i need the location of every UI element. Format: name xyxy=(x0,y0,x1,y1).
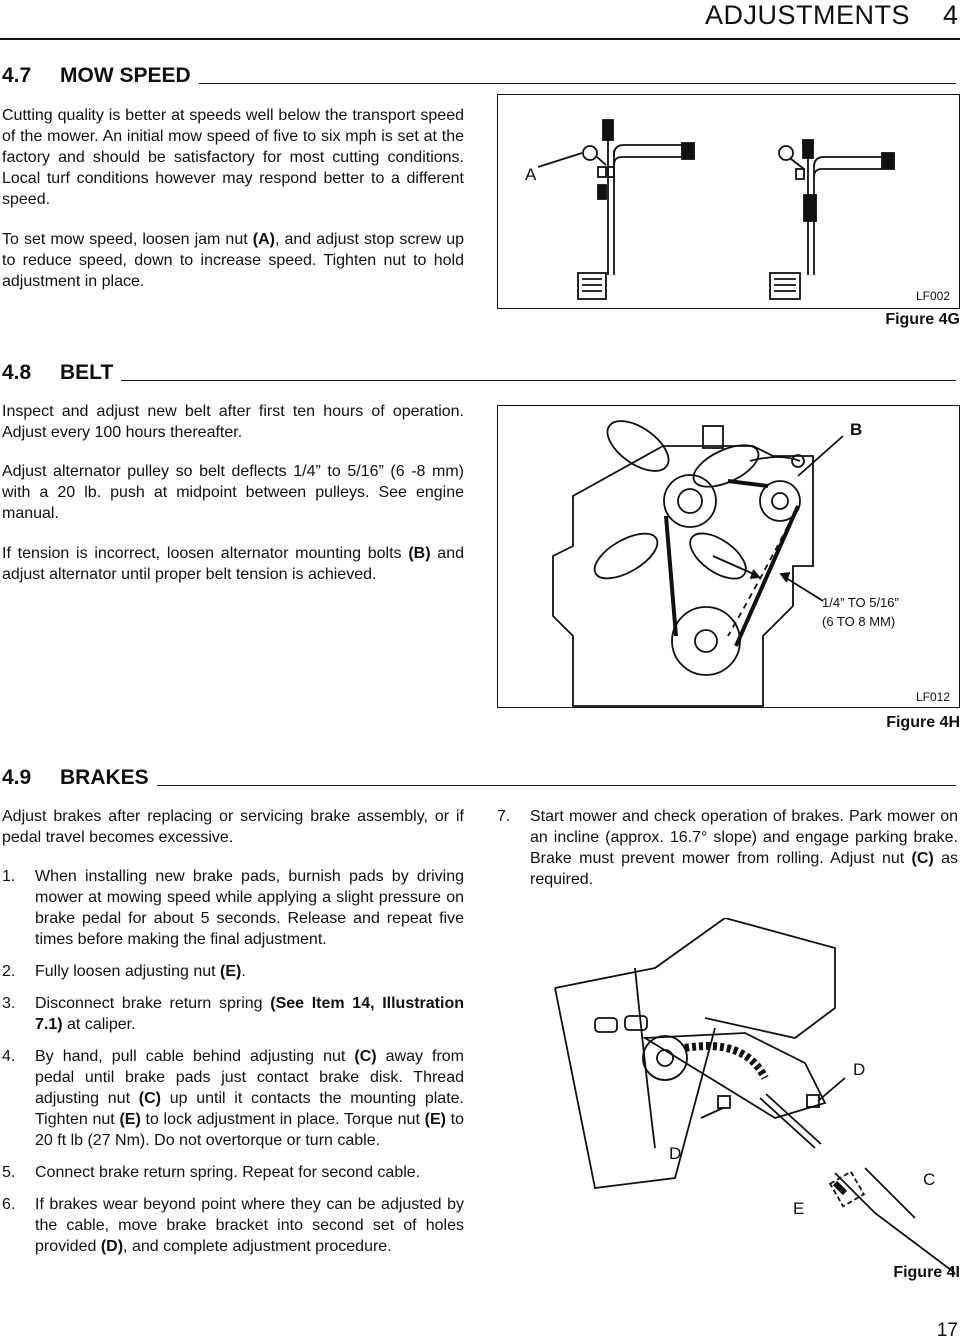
brake-step xyxy=(2,1046,464,1151)
section-heading-mow-speed xyxy=(2,64,956,88)
section-rule xyxy=(199,83,956,84)
section-heading-belt xyxy=(2,361,956,385)
text-run-bold: (E) xyxy=(220,963,242,980)
figure-4h-frame xyxy=(497,405,960,708)
text-run: up until it contacts the mounting plate. Tighten nut xyxy=(35,1090,464,1128)
brake-step xyxy=(2,961,464,982)
step-number: 6. xyxy=(2,1196,16,1213)
deflection-inches: 1/4” TO 5/16” xyxy=(822,595,899,610)
deflection-mm: (6 TO 8 MM) xyxy=(822,614,896,629)
label-a: A xyxy=(525,165,537,184)
header-chapter-number: 4 xyxy=(942,0,958,30)
pedal-diagram xyxy=(498,95,959,308)
text-run: To set mow speed, loosen jam nut xyxy=(2,231,253,248)
brake-step xyxy=(2,866,464,950)
label-d-lower: D xyxy=(669,1144,682,1163)
section-number: 4.8 xyxy=(2,361,32,384)
text-run-bold: (C) xyxy=(354,1048,377,1065)
step-number: 7. xyxy=(497,808,511,825)
text-run: at caliper. xyxy=(62,1016,136,1033)
text-run: When installing new brake pads, burnish pads by driving mower at mowing speed while applying a slight pressure on brake pedal for about 5 seconds. Release and repeat five times before making the final adjustment. xyxy=(35,868,464,948)
text-run-bold: (E) xyxy=(424,1111,446,1128)
text-run: , and complete adjustment procedure. xyxy=(123,1238,392,1255)
belt-paragraph-2: Adjust alternator pulley so belt deflects 1/4” to 5/16” (6 -8 mm) with a 20 lb. push at midpoint between pulleys. See engine manual. xyxy=(2,463,464,522)
text-run: Start mower and check operation of brakes. Park mower on an incline (approx. 16.7° slope) and engage parking brake. Brake must prevent mower from rolling. Adjust nut xyxy=(530,808,958,867)
section-title: MOW SPEED xyxy=(60,64,191,87)
figure-4i-caption: Figure 4I xyxy=(893,1264,960,1281)
text-run: Disconnect brake return spring xyxy=(35,995,271,1012)
text-run-bold: (See Item 14, Illustration 7.1) xyxy=(35,995,464,1033)
figure-4g-code: LF002 xyxy=(916,289,951,303)
text-run-bold: (C) xyxy=(911,850,934,867)
engine-belt-diagram xyxy=(498,406,959,707)
text-run-bold: (C) xyxy=(138,1090,161,1107)
text-run: away from pedal until brake pads just contact brake disk. Thread adjusting nut xyxy=(35,1048,464,1107)
belt-paragraph-3 xyxy=(2,543,464,585)
brake-cable-diagram xyxy=(535,918,955,1278)
section-number: 4.7 xyxy=(2,64,32,87)
label-c: C xyxy=(923,1170,936,1189)
mow-speed-paragraph-2 xyxy=(2,229,464,292)
section-rule xyxy=(157,785,956,786)
text-run: If tension is incorrect, loosen alternator mounting bolts xyxy=(2,545,409,562)
label-d-upper: D xyxy=(853,1060,866,1079)
text-run: If brakes wear beyond point where they can be adjusted by the cable, move brake bracket into second set of holes provided xyxy=(35,1196,464,1255)
text-run: as required. xyxy=(530,850,959,888)
step-text xyxy=(35,961,464,982)
brake-steps-right xyxy=(497,806,958,890)
brake-steps-left xyxy=(2,866,464,1268)
brakes-intro: Adjust brakes after replacing or servicing brake assembly, or if pedal travel becomes excessive. xyxy=(2,808,464,846)
figure-4g-caption: Figure 4G xyxy=(885,311,960,328)
label-b: B xyxy=(850,420,863,439)
text-run-bold: (D) xyxy=(100,1238,124,1255)
step-text xyxy=(35,1046,464,1151)
text-run-bold: (E) xyxy=(119,1111,141,1128)
step-number: 2. xyxy=(2,963,16,980)
text-run: By hand, pull cable behind adjusting nut xyxy=(35,1048,355,1065)
text-run: and adjust alternator until proper belt tension is achieved. xyxy=(2,545,465,583)
text-run: , and adjust stop screw up to reduce speed, down to increase speed. Tighten nut to hold adjustment in place. xyxy=(2,231,464,290)
section-title: BELT xyxy=(60,361,114,384)
section-rule xyxy=(121,380,956,381)
step-number: 4. xyxy=(2,1048,16,1065)
figure-4h-code: LF012 xyxy=(916,690,951,704)
belt-paragraph-1: Inspect and adjust new belt after first ten hours of operation. Adjust every 100 hours thereafter. xyxy=(2,403,464,441)
text-run-bold: (B) xyxy=(408,545,431,562)
section-title: BRAKES xyxy=(60,766,149,789)
step-number: 1. xyxy=(2,868,16,885)
step-text xyxy=(35,1194,464,1257)
step-number: 3. xyxy=(2,995,16,1012)
section-number: 4.9 xyxy=(2,766,32,789)
label-e: E xyxy=(793,1199,805,1218)
deflection-label xyxy=(822,593,899,631)
figure-4i-drawing xyxy=(535,918,955,1278)
step-text xyxy=(35,1162,464,1183)
step-text xyxy=(35,866,464,950)
header-rule xyxy=(0,38,960,40)
figure-4h-caption: Figure 4H xyxy=(886,714,960,731)
text-run: to 20 ft lb (27 Nm). Do not overtorque or turn cable. xyxy=(35,1111,464,1149)
section-heading-brakes xyxy=(2,766,956,790)
step-text xyxy=(530,806,958,890)
text-run-bold: (A) xyxy=(252,231,275,248)
mow-speed-paragraph-1: Cutting quality is better at speeds well below the transport speed of the mower. An initial mow speed of five to six mph is set at the factory and should be satisfactory for most cutting conditions. Local turf conditions however may respond better to a different speed. xyxy=(2,107,464,208)
text-run: . xyxy=(241,963,246,980)
brake-step xyxy=(497,806,958,890)
step-text xyxy=(35,993,464,1035)
brake-step xyxy=(2,1194,464,1257)
step-number: 5. xyxy=(2,1164,16,1181)
header-title: ADJUSTMENTS xyxy=(704,0,910,30)
text-run: Connect brake return spring. Repeat for second cable. xyxy=(35,1164,421,1181)
figure-4g-frame xyxy=(497,94,960,309)
brake-step xyxy=(2,1162,464,1183)
brake-step xyxy=(2,993,464,1035)
text-run: to lock adjustment in place. Torque nut xyxy=(140,1111,425,1128)
text-run: Fully loosen adjusting nut xyxy=(35,963,220,980)
page-number: 17 xyxy=(936,1320,958,1341)
